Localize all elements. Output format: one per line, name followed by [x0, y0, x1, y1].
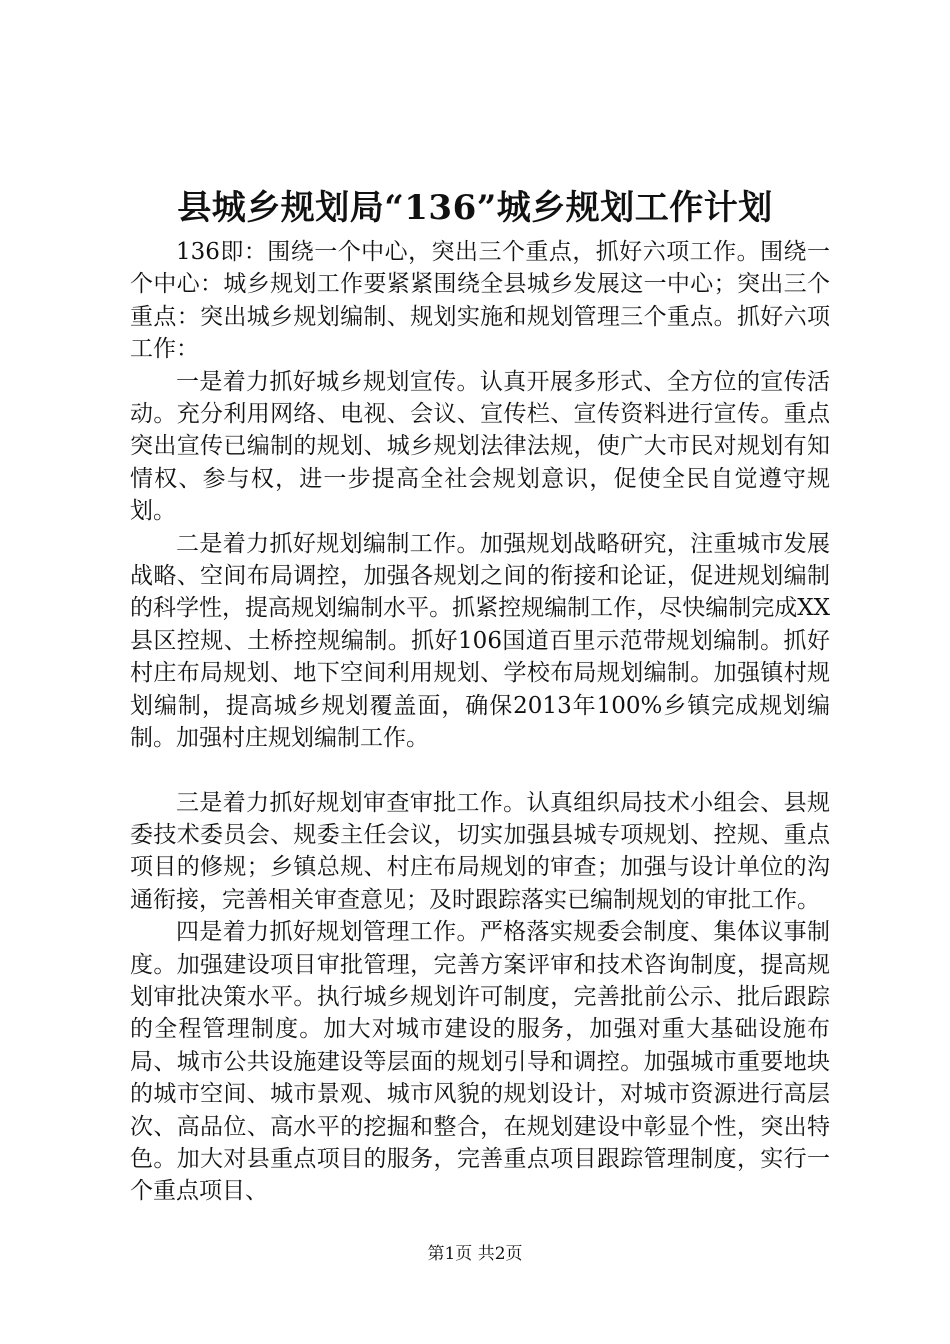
- page-number-footer: 第1页 共2页: [427, 1244, 523, 1264]
- document-title: 县城乡规划局“136”城乡规划工作计划: [177, 188, 773, 228]
- paragraph-spacer: [130, 755, 830, 787]
- paragraph-item-2: 二是着力抓好规划编制工作。加强规划战略研究，注重城市发展战略、空间布局调控，加强各规划之间的衔接和论证，促进规划编制的科学性，提高规划编制水平。抓紧控规编制工作，尽快编制完成XX县区控规、土桥控规编制。抓好106国道百里示范带规划编制。抓好村庄布局规划、地下空间利用规划、学校布局规划编制。加强镇村规划编制，提高城乡规划覆盖面，确保2013年100%乡镇完成规划编制。加强村庄规划编制工作。: [130, 530, 830, 752]
- paragraph-item-1: 一是着力抓好城乡规划宣传。认真开展多形式、全方位的宣传活动。充分利用网络、电视、会议、宣传栏、宣传资料进行宣传。重点突出宣传已编制的规划、城乡规划法律法规，使广大市民对规划有知情权、参与权，进一步提高全社会规划意识，促使全民自觉遵守规划。: [130, 368, 830, 525]
- paragraph-intro: 136即：围绕一个中心，突出三个重点，抓好六项工作。围绕一个中心：城乡规划工作要紧紧围绕全县城乡发展这一中心；突出三个重点：突出城乡规划编制、规划实施和规划管理三个重点。抓好六项工作：: [130, 239, 830, 363]
- document-body: [130, 236, 830, 1208]
- paragraph-item-3: 三是着力抓好规划审查审批工作。认真组织局技术小组会、县规委技术委员会、规委主任会议，切实加强县城专项规划、控规、重点项目的修规；乡镇总规、村庄布局规划的审查；加强与设计单位的沟通衔接，完善相关审查意见；及时跟踪落实已编制规划的审批工作。: [130, 789, 830, 913]
- paragraph-item-4: 四是着力抓好规划管理工作。严格落实规委会制度、集体议事制度。加强建设项目审批管理，完善方案评审和技术咨询制度，提高规划审批决策水平。执行城乡规划许可制度，完善批前公示、批后跟踪的全程管理制度。加大对城市建设的服务，加强对重大基础设施布局、城市公共设施建设等层面的规划引导和调控。加强城市重要地块的城市空间、城市景观、城市风貌的规划设计，对城市资源进行高层次、高品位、高水平的挖掘和整合，在规划建设中彰显个性，突出特色。加大对县重点项目的服务，完善重点项目跟踪管理制度，实行一个重点项目、: [130, 919, 830, 1205]
